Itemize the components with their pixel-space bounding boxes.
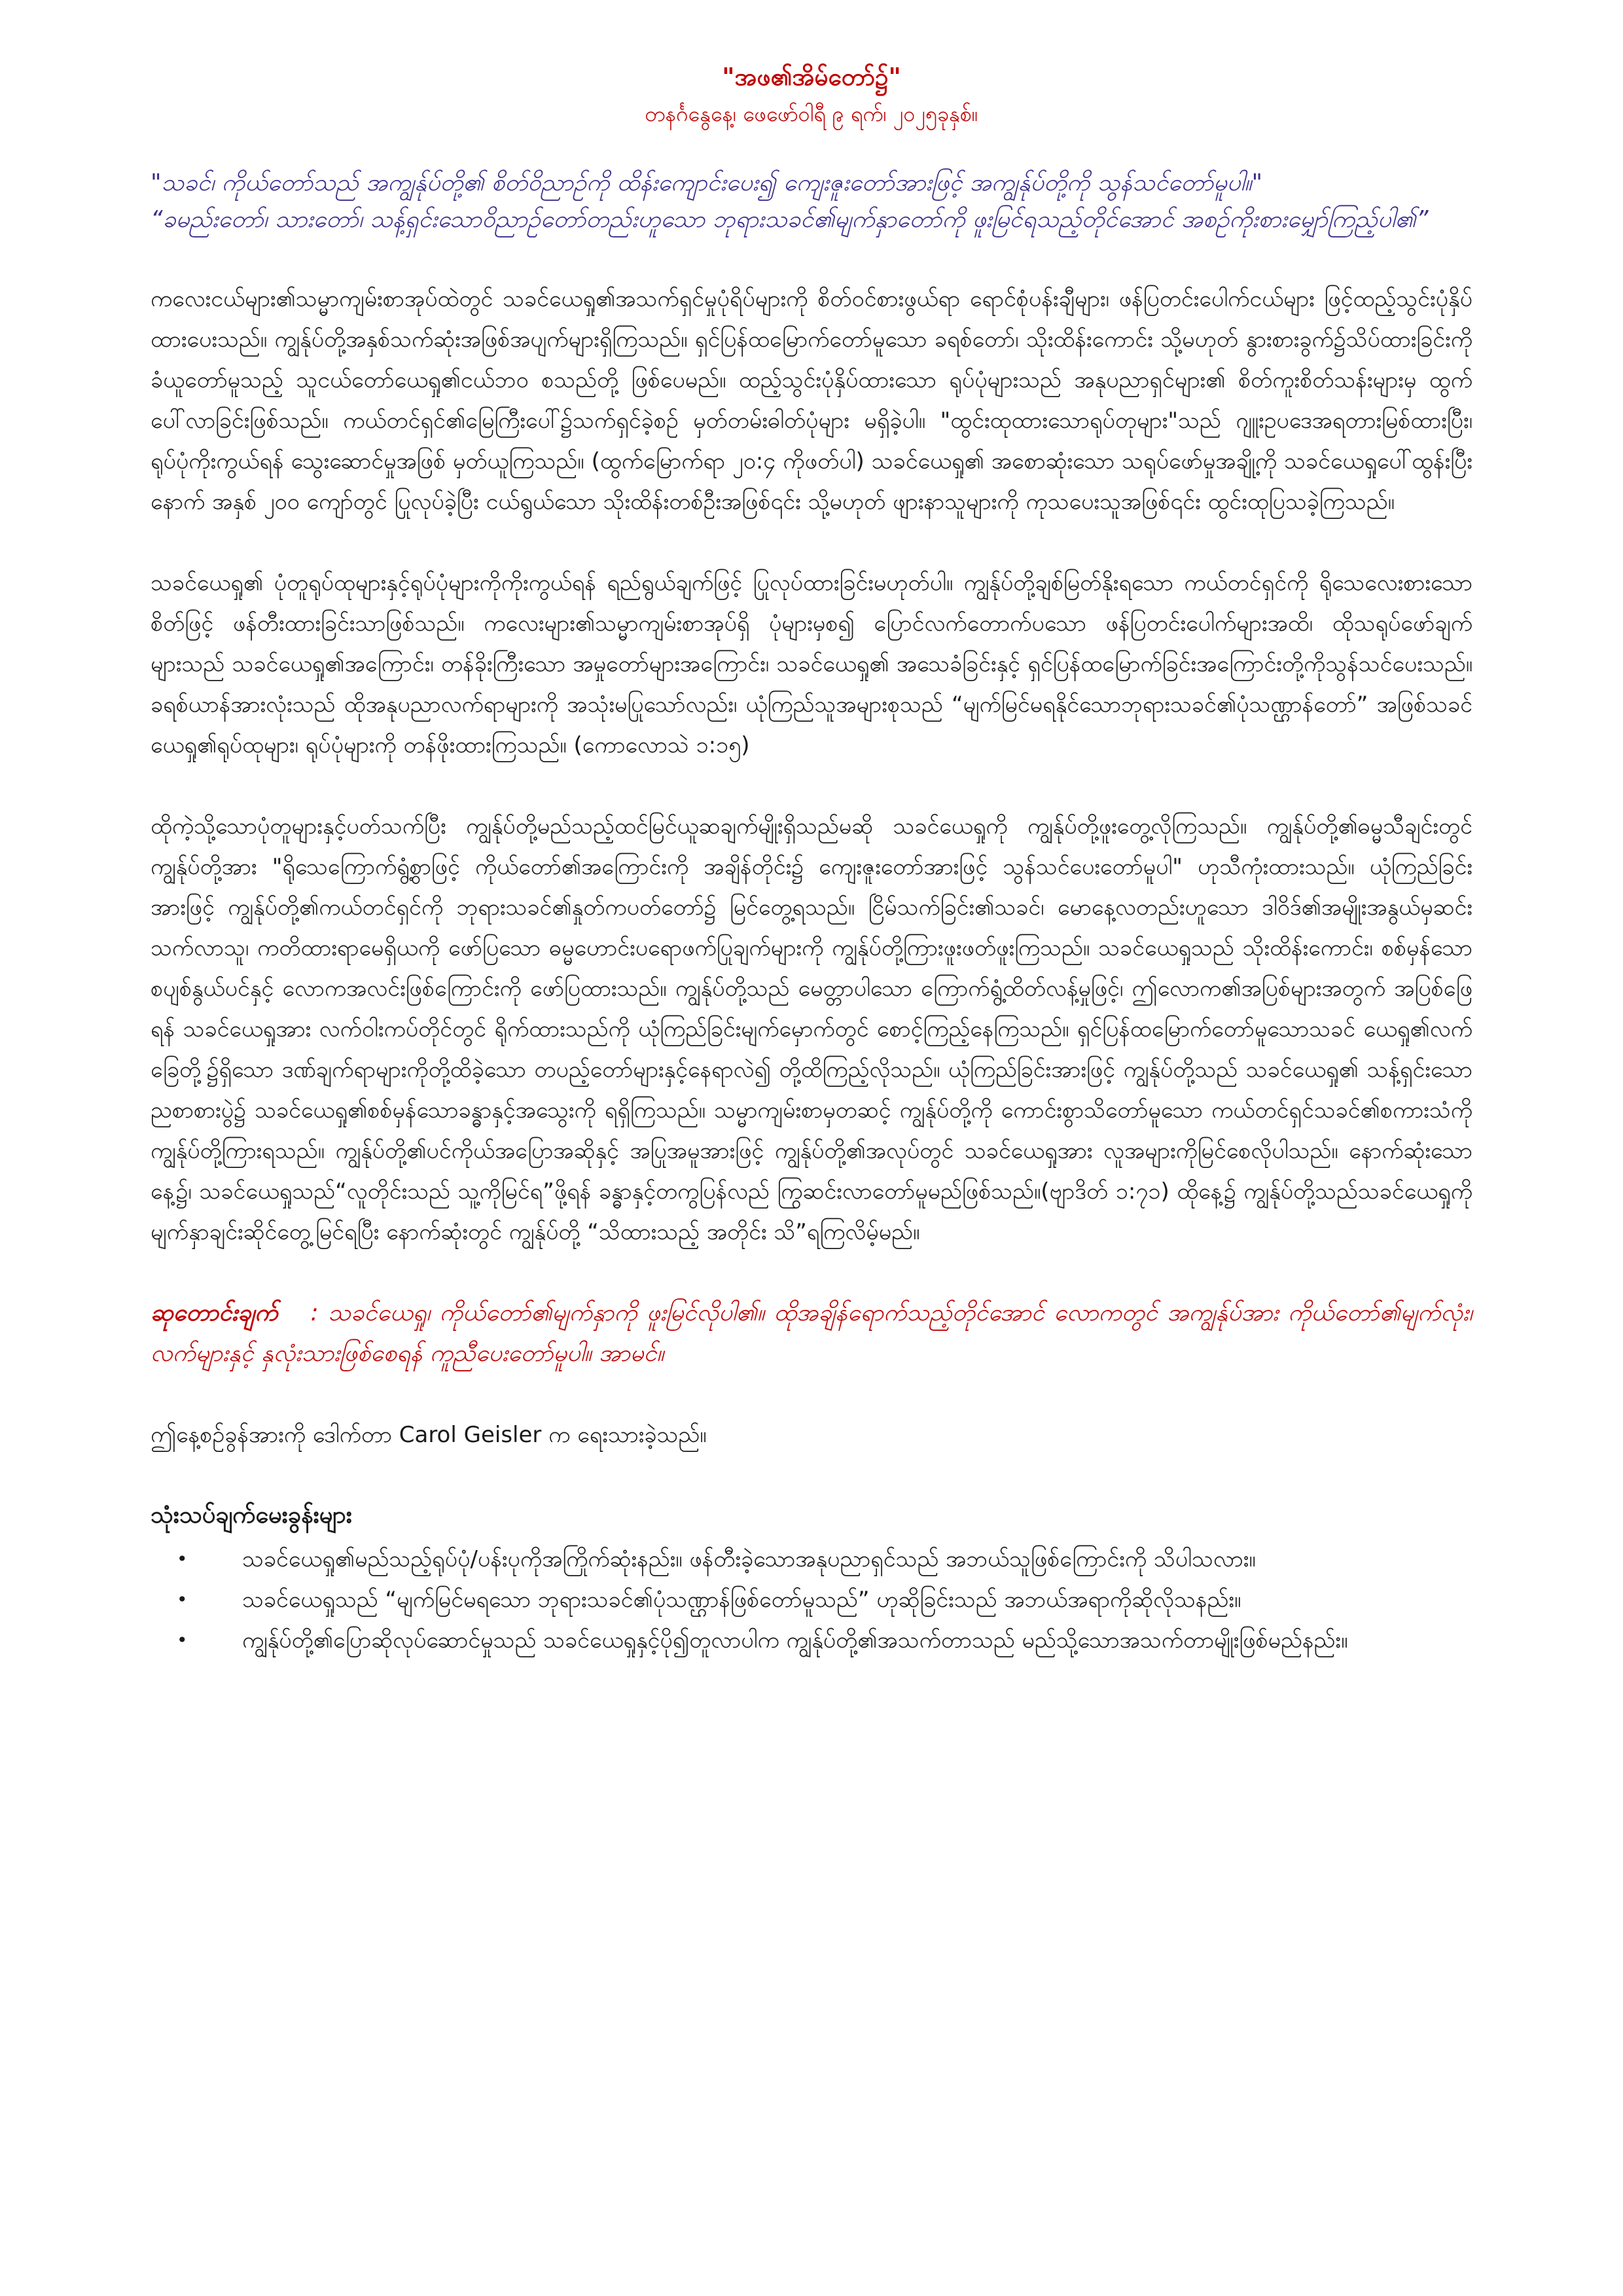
bullet-icon: •	[177, 1629, 188, 1651]
question-item	[151, 1620, 1472, 1661]
question-text: သခင်ယေရှု၏မည်သည့်ရုပ်ပုံ/ပန်းပုကိုအကြိုက်ဆုံးနည်း။ ဖန်တီးခဲ့သောအနုပညာရှင်သည် အဘယ်သူဖြစ်ကြောင်းကို သိပါသလား။	[242, 1546, 1256, 1572]
questions-list	[151, 1539, 1472, 1661]
prayer-text: : သခင်ယေရှု၊ ကိုယ်တော်၏မျက်နှာကို ဖူးမြင်လိုပါ၏။ ထိုအချိန်ရောက်သည့်တိုင်အောင် လောကတွင် အကျွန်ုပ်အား ကိုယ်တော်၏မျက်လုံး၊ လက်များနှင့် နှလုံးသားဖြစ်စေရန် ကူညီပေးတော်မူပါ။ အာမင်။	[151, 1299, 1472, 1367]
page-title: "အဖ၏အိမ်တော်၌"	[722, 63, 901, 91]
question-text: သခင်ယေရှုသည် “မျက်မြင်မရသော ဘုရားသခင်၏ပုံသဏ္ဌာန်ဖြစ်တော်မူသည်” ဟုဆိုခြင်းသည် အဘယ်အရာကိုဆိုလိုသနည်း။	[242, 1587, 1241, 1613]
question-item	[151, 1580, 1472, 1620]
date-line: တနင်္ဂနွေနေ့၊ ဖေဖော်ဝါရီ ၉ ရက်၊ ၂၀၂၅ခုနှစ်။	[645, 101, 978, 126]
opening-quote-2: “ခမည်းတော်၊ သားတော်၊ သန့်ရှင်းသောဝိညာဉ်တော်တည်းဟူသော ဘုရားသခင်၏မျက်နှာတော်ကို ဖူးမြင်ရသည့်တိုင်အောင် အစဉ်ကိုးစားမျှော်ကြည့်ပါ၏”	[151, 206, 1429, 233]
opening-quote-1: "သခင်၊ ကိုယ်တော်သည် အကျွန်ုပ်တို့၏ စိတ်ဝိညာဉ်ကို ထိန်းကျောင်းပေး၍ ကျေးဇူးတော်အားဖြင့် အကျွန်ုပ်တို့ကို သွန်သင်တော်မူပါ။"	[151, 169, 1263, 196]
body-paragraph-1: ကလေးငယ်များ၏သမ္မာကျမ်းစာအုပ်ထဲတွင် သခင်ယေရှု၏အသက်ရှင်မှုပုံရိပ်များကို စိတ်ဝင်စားဖွယ်ရာ ရောင်စုံပန်းချီများ၊ ဖန်ပြတင်းပေါက်ငယ်များ ဖြင့်ထည့်သွင်းပုံနှိပ်ထားပေးသည်။ ကျွန်ုပ်တို့အနှစ်သက်ဆုံးအဖြစ်အပျက်များရှိကြသည်။ ရှင်ပြန်ထမြောက်တော်မူသော ခရစ်တော်၊ သိုးထိန်းကောင်း သို့မဟုတ် နွားစားခွက်၌သိပ်ထားခြင်းကိုခံယူတော်မူသည့် သူငယ်တော်ယေရှု၏ငယ်ဘဝ စသည်တို့ ဖြစ်ပေမည်။ ထည့်သွင်းပုံနှိပ်ထားသော ရုပ်ပုံများသည် အနုပညာရှင်များ၏ စိတ်ကူးစိတ်သန်းများမှ ထွက်ပေါ်လာခြင်းဖြစ်သည်။ ကယ်တင်ရှင်၏မြေကြီးပေါ်၌သက်ရှင်ခဲ့စဉ် မှတ်တမ်းဓါတ်ပုံများ မရှိခဲ့ပါ။ "ထွင်းထုထားသောရုပ်တုများ"သည် ဂျူးဥပဒေအရတားမြစ်ထားပြီး၊ ရုပ်ပုံကိုးကွယ်ရန် သွေးဆောင်မှုအဖြစ် မှတ်ယူကြသည်။ (ထွက်မြောက်ရာ ၂၀:၄ ကိုဖတ်ပါ) သခင်ယေရှု၏ အစောဆုံးသော သရုပ်ဖော်မှုအချို့ကို သခင်ယေရှုပေါ်ထွန်းပြီးနောက် အနှစ် ၂၀၀ ကျော်တွင် ပြုလုပ်ခဲ့ပြီး ငယ်ရွယ်သော သိုးထိန်းတစ်ဦးအဖြစ်၎င်း သို့မဟုတ် ဖျားနာသူများကို ကုသပေးသူအဖြစ်၎င်း ထွင်းထုပြသခဲ့ကြသည်။	[151, 286, 1472, 515]
opening-quotes	[151, 165, 1472, 238]
question-text: ကျွန်ုပ်တို့၏ပြောဆိုလုပ်ဆောင်မှုသည် သခင်ယေရှုနှင့်ပို၍တူလာပါက ကျွန်ုပ်တို့၏အသက်တာသည် မည်သို့သောအသက်တာမျိုးဖြစ်မည်နည်း။	[242, 1627, 1348, 1653]
bullet-icon: •	[177, 1548, 188, 1570]
author-credit: ဤနေ့စဉ်ခွန်အားကို ဒေါက်တာ Carol Geisler က ရေးသားခဲ့သည်။	[151, 1422, 707, 1448]
prayer-label: ဆုတောင်းချက်	[151, 1299, 278, 1326]
prayer	[151, 1293, 1472, 1374]
questions-title: သုံးသပ်ချက်မေးခွန်းများ	[151, 1502, 352, 1528]
body-paragraph-2: သခင်ယေရှု၏ ပုံတူရုပ်ထုများနှင့်ရုပ်ပုံများကိုကိုးကွယ်ရန် ရည်ရွယ်ချက်ဖြင့် ပြုလုပ်ထားခြင်းမဟုတ်ပါ။ ကျွန်ုပ်တို့ချစ်မြတ်နိုးရသော ကယ်တင်ရှင်ကို ရိုသေလေးစားသောစိတ်ဖြင့် ဖန်တီးထားခြင်းသာဖြစ်သည်။ ကလေးများ၏သမ္မာကျမ်းစာအုပ်ရှိ ပုံများမှစ၍ ပြောင်လက်တောက်ပသော ဖန်ပြတင်းပေါက်များအထိ၊ ထိုသရုပ်ဖော်ချက်များသည် သခင်ယေရှု၏အကြောင်း၊ တန်ခိုးကြီးသော အမှုတော်များအကြောင်း၊ သခင်ယေရှု၏ အသေခံခြင်းနှင့် ရှင်ပြန်ထမြောက်ခြင်းအကြောင်းတို့ကိုသွန်သင်ပေးသည်။ ခရစ်ယာန်အားလုံးသည် ထိုအနုပညာလက်ရာများကို အသုံးမပြုသော်လည်း၊ ယုံကြည်သူအများစုသည် “မျက်မြင်မရနိုင်သောဘုရားသခင်၏ပုံသဏ္ဌာန်တော်” အဖြစ်သခင်ယေရှု၏ရုပ်ထုများ၊ ရုပ်ပုံများကို တန်ဖိုးထားကြသည်။ (ကောလောသဲ ၁:၁၅)	[151, 570, 1472, 758]
body-paragraph-3: ထိုကဲ့သို့သောပုံတူများနှင့်ပတ်သက်ပြီး ကျွန်ုပ်တို့မည်သည့်ထင်မြင်ယူဆချက်မျိုးရှိသည်မဆို သခင်ယေရှုကို ကျွန်ုပ်တို့ဖူးတွေ့လိုကြသည်။ ကျွန်ုပ်တို့၏ဓမ္မသီချင်းတွင် ကျွန်ုပ်တို့အား "ရိုသေကြောက်ရွံ့စွာဖြင့် ကိုယ်တော်၏အကြောင်းကို အချိန်တိုင်း၌ ကျေးဇူးတော်အားဖြင့် သွန်သင်ပေးတော်မူပါ" ဟုသီကုံးထားသည်။ ယုံကြည်ခြင်းအားဖြင့် ကျွန်ုပ်တို့၏ကယ်တင်ရှင်ကို ဘုရားသခင်၏နှုတ်ကပတ်တော်၌ မြင်တွေ့ရသည်။ ငြိမ်သက်ခြင်း၏သခင်၊ မောနေ့လတည်းဟူသော ဒါဝိဒ်၏အမျိုးအနွယ်မှဆင်း သက်လာသူ၊ ကတိထားရာမေရှိယကို ဖော်ပြသော ဓမ္မဟောင်းပရောဖက်ပြုချက်များကို ကျွန်ုပ်တို့ကြားဖူးဖတ်ဖူးကြသည်။ သခင်ယေရှုသည် သိုးထိန်းကောင်း၊ စစ်မှန်သောစပျစ်နွယ်ပင်နှင့် လောကအလင်းဖြစ်ကြောင်းကို ဖော်ပြထားသည်။ ကျွန်ုပ်တို့သည် မေတ္တာပါသော ကြောက်ရွံ့ထိတ်လန့်မှုဖြင့်၊ ဤလောက၏အပြစ်များအတွက် အပြစ်ဖြေရန် သခင်ယေရှုအား လက်ဝါးကပ်တိုင်တွင် ရိုက်ထားသည်ကို ယုံကြည်ခြင်းမျက်မှောက်တွင် စောင့်ကြည့်နေကြသည်။ ရှင်ပြန်ထမြောက်တော်မူသောသခင် ယေရှု၏လက်ခြေတို့၌ရှိသော ဒဏ်ချက်ရာများကိုတို့ထိခဲ့သော တပည့်တော်များနှင့်နေရာလဲ၍ တို့ထိကြည့်လိုသည်။ ယုံကြည်ခြင်းအားဖြင့် ကျွန်ုပ်တို့သည် သခင်ယေရှု၏ သန့်ရှင်းသောညစာစားပွဲ၌ သခင်ယေရှု၏စစ်မှန်သောခန္ဓာနှင့်အသွေးကို ရရှိကြသည်။ သမ္မာကျမ်းစာမှတဆင့် ကျွန်ုပ်တို့ကို ကောင်းစွာသိတော်မူသော ကယ်တင်ရှင်သခင်၏စကားသံကို ကျွန်ုပ်တို့ကြားရသည်။ ကျွန်ုပ်တို့၏ပင်ကိုယ်အပြောအဆိုနှင့် အပြုအမူအားဖြင့် ကျွန်ုပ်တို့၏အလုပ်တွင် သခင်ယေရှုအား လူအများကိုမြင်စေလိုပါသည်။ နောက်ဆုံးသောနေ့၌၊ သခင်ယေရှုသည်“လူတိုင်းသည် သူ့ကိုမြင်ရ”ဖို့ရန် ခန္ဓာနှင့်တကွပြန်လည် ကြွဆင်းလာတော်မူမည်ဖြစ်သည်။(ဗျာဒိတ် ၁:၇၁) ထိုနေ့၌ ကျွန်ုပ်တို့သည်သခင်ယေရှုကို မျက်နှာချင်းဆိုင်တွေ့မြင်ရပြီး နောက်ဆုံးတွင် ကျွန်ုပ်တို့ “သိထားသည့် အတိုင်း သိ”ရကြလိမ့်မည်။	[151, 813, 1472, 1245]
bullet-icon: •	[177, 1589, 188, 1610]
question-item	[151, 1539, 1472, 1580]
